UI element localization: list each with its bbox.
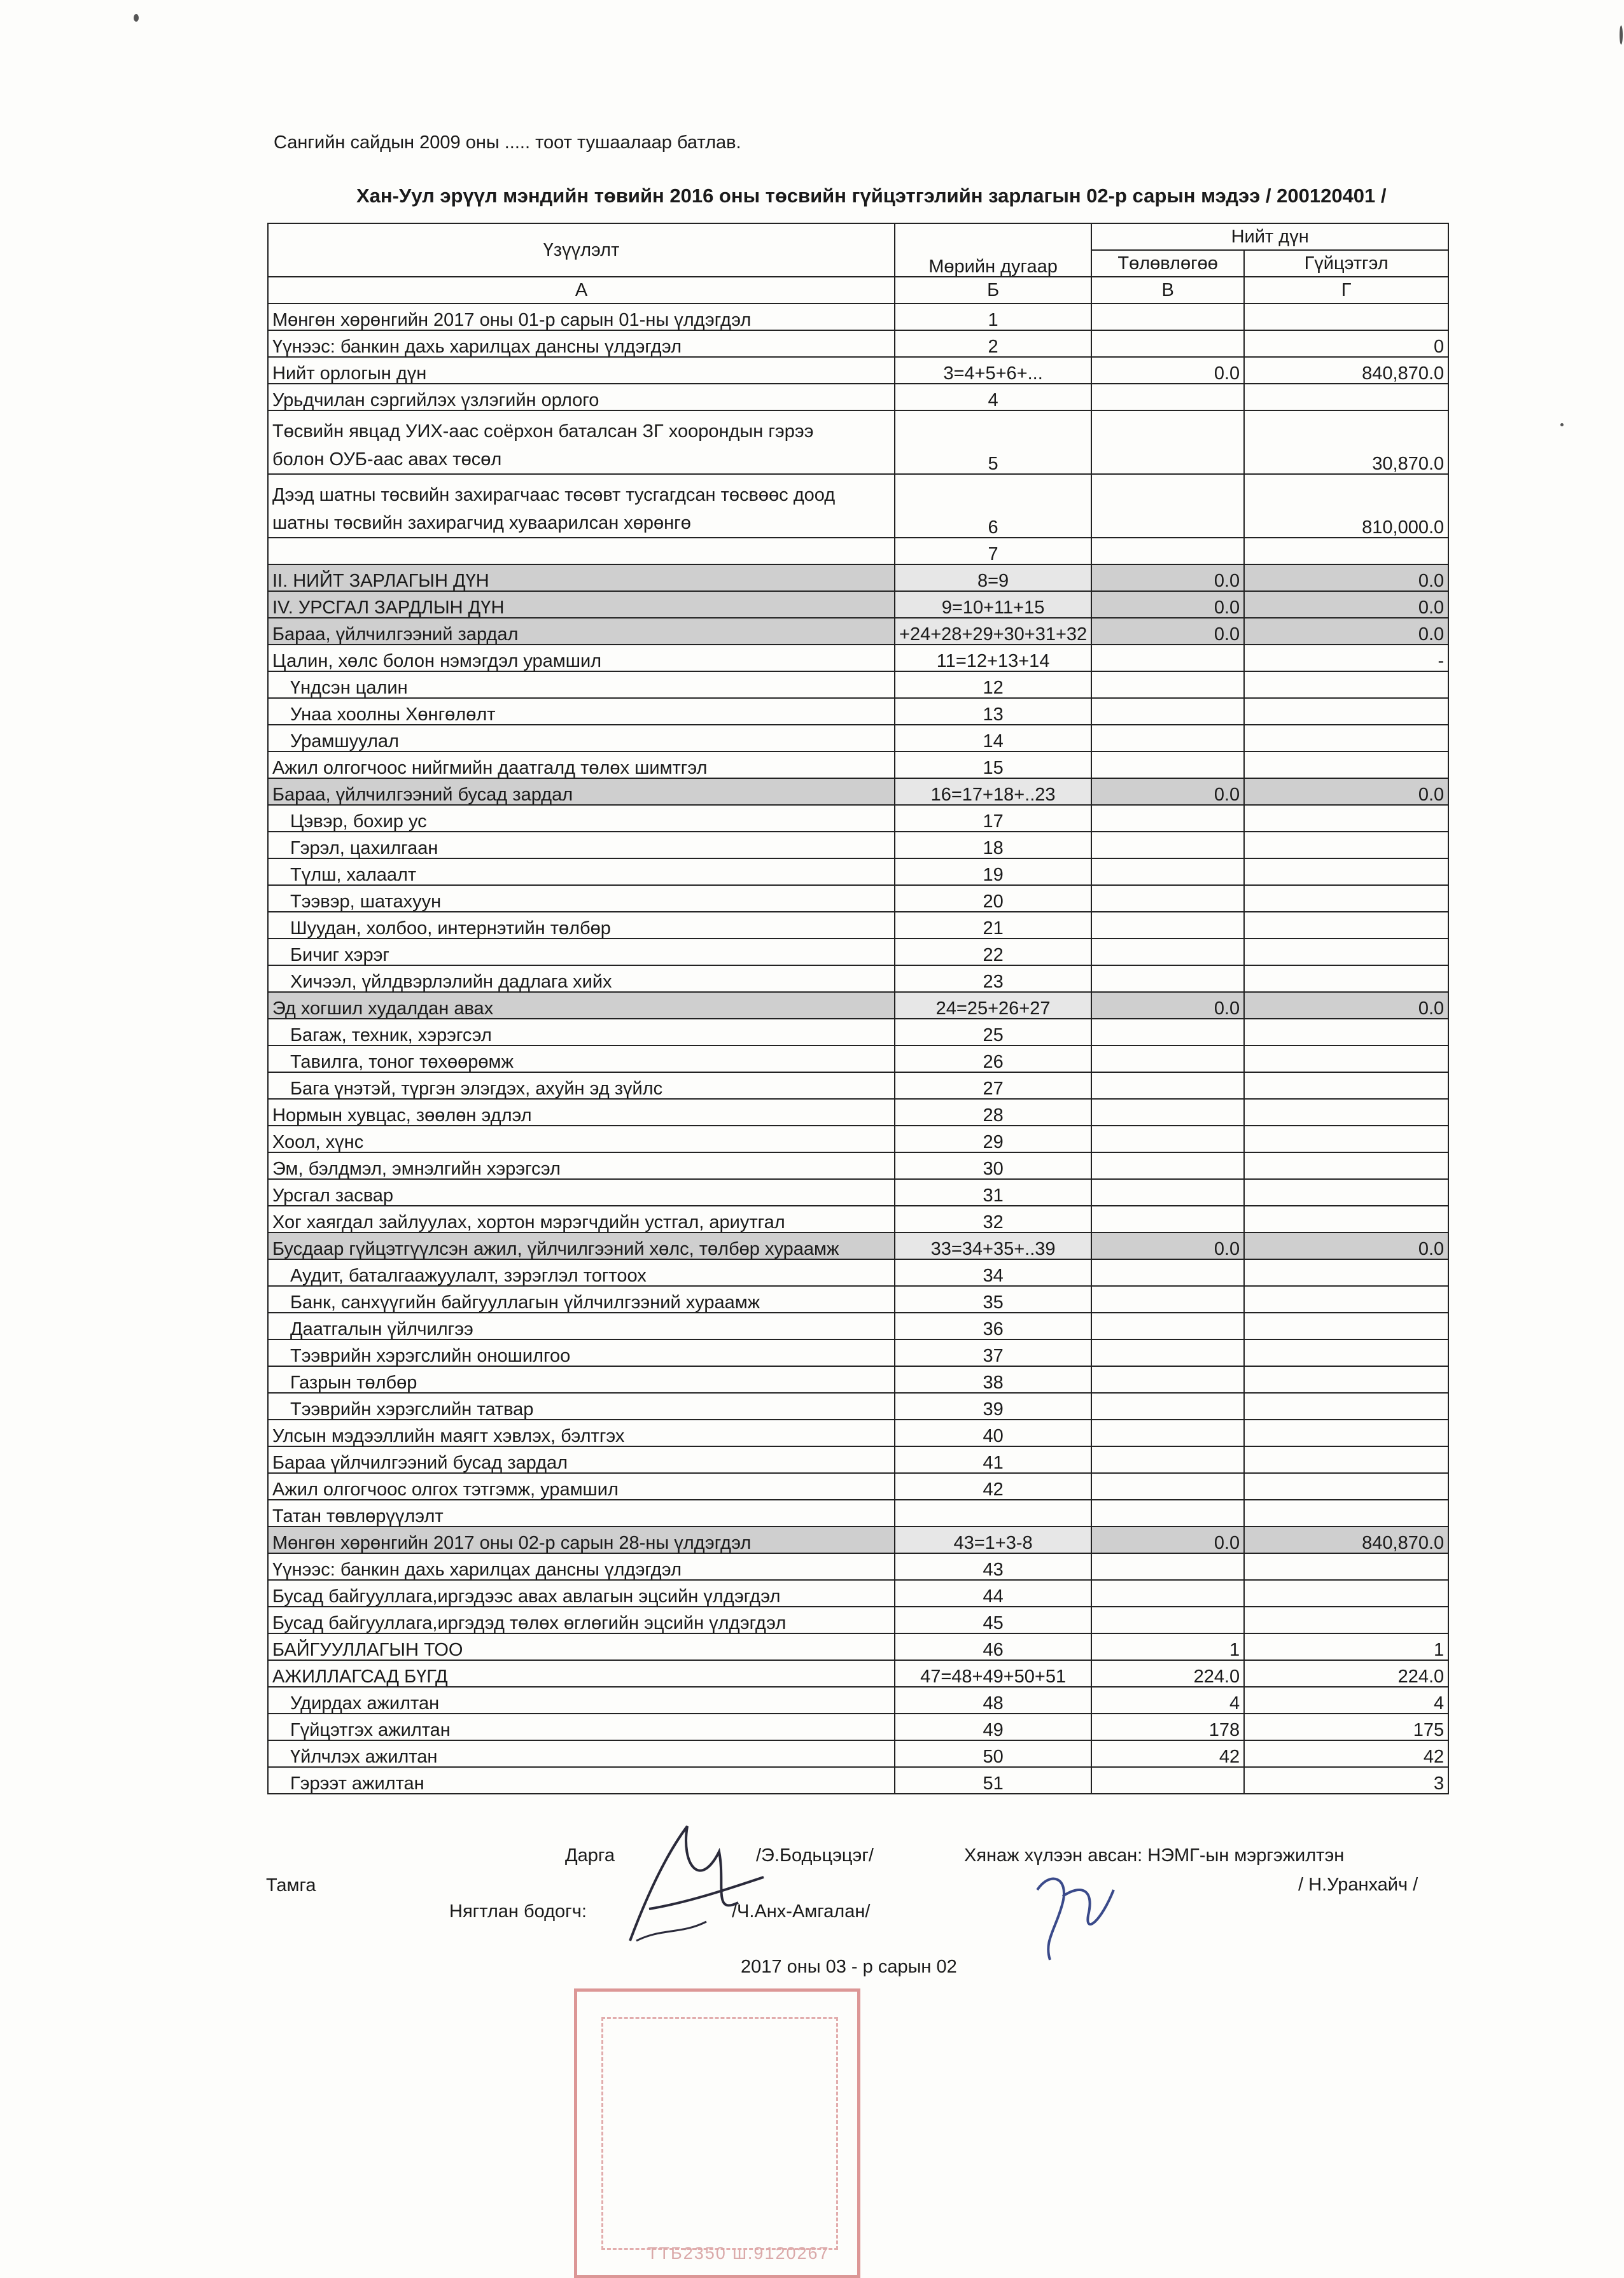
table-row [268,1286,1448,1313]
row-plan [1091,885,1244,912]
row-plan: 0.0 [1091,357,1244,384]
row-line-no: 45 [895,1607,1091,1633]
reviewer-name: / Н.Уранхайч / [1298,1875,1418,1895]
row-plan [1091,725,1244,751]
row-plan [1091,1366,1244,1393]
table-row [268,1179,1448,1206]
row-label: Гэрэл, цахилгаан [268,832,895,858]
row-plan [1091,912,1244,939]
row-line-no: 11=12+13+14 [895,645,1091,671]
row-plan [1091,1393,1244,1420]
row-line-no: 36 [895,1313,1091,1339]
row-label: Бараа, үйлчилгээний бусад зардал [268,778,895,805]
row-line-no: 44 [895,1580,1091,1607]
row-plan [1091,1767,1244,1794]
header-col-v: В [1091,277,1244,304]
row-line-no: 6 [895,474,1091,538]
row-actual [1244,751,1448,778]
header-line-no: Мөрийн дугаар [895,223,1091,277]
table-row [268,1259,1448,1286]
table-row [268,410,1448,474]
table-row [268,304,1448,330]
row-label: Гэрээт ажилтан [268,1767,895,1794]
row-plan [1091,858,1244,885]
row-plan [1091,698,1244,725]
row-plan [1091,805,1244,832]
row-actual [1244,858,1448,885]
row-plan [1091,1339,1244,1366]
row-label: Татан төвлөрүүлэлт [268,1500,895,1527]
stamp-label: Тамга [266,1875,316,1896]
row-label: Улсын мэдээллийн маягт хэвлэх, бэлтгэх [268,1420,895,1446]
table-row [268,1500,1448,1527]
table-row [268,1580,1448,1607]
row-label: Урсгал засвар [268,1179,895,1206]
stamp-text: ТТБ2350 ш.9120267 [647,2244,830,2263]
row-actual [1244,1366,1448,1393]
table-row [268,1633,1448,1660]
row-plan [1091,965,1244,992]
row-line-no: 41 [895,1446,1091,1473]
row-plan [1091,1313,1244,1339]
row-label: Урьдчилан сэргийлэх үзлэгийн орлого [268,384,895,410]
row-actual: 0.0 [1244,564,1448,591]
row-line-no: 24+28+29+30+31+32+ [895,618,1091,645]
row-label: Тээврийн хэрэгслийн татвар [268,1393,895,1420]
row-line-no: 37 [895,1339,1091,1366]
row-line-no: 20 [895,885,1091,912]
row-label: Бараа үйлчилгээний бусад зардал [268,1446,895,1473]
row-plan: 0.0 [1091,564,1244,591]
row-plan: 1 [1091,1633,1244,1660]
row-line-no: 22 [895,939,1091,965]
row-line-no: 3=4+5+6+... [895,357,1091,384]
row-plan [1091,1152,1244,1179]
row-actual [1244,538,1448,564]
row-plan [1091,1607,1244,1633]
row-line-no: 40 [895,1420,1091,1446]
accountant-name: /Ч.Анх-Амгалан/ [732,1901,871,1922]
row-label: Даатгалын үйлчилгээ [268,1313,895,1339]
row-actual [1244,1393,1448,1420]
row-actual [1244,1420,1448,1446]
table-row [268,357,1448,384]
table-row [268,591,1448,618]
row-plan [1091,384,1244,410]
row-label: Ажил олгогчоос олгох тэтгэмж, урамшил [268,1473,895,1500]
row-actual: 840,870.0 [1244,357,1448,384]
row-line-no: 2 [895,330,1091,357]
row-label: Ажил олгогчоос нийгмийн даатгалд төлөх шимтгэл [268,751,895,778]
table-row [268,1473,1448,1500]
row-line-no: 30 [895,1152,1091,1179]
row-line-no: 39 [895,1393,1091,1420]
row-plan [1091,410,1244,474]
row-plan [1091,1179,1244,1206]
table-row [268,384,1448,410]
row-plan: 0.0 [1091,778,1244,805]
header-col-b: Б [895,277,1091,304]
row-line-no: 18 [895,832,1091,858]
row-line-no: 25 [895,1019,1091,1045]
row-label-line: Дээд шатны төсвийн захирагчаас төсөвт тусгагдсан төсвөөс доод [272,485,836,505]
row-actual [1244,1473,1448,1500]
header-total: Нийт дүн [1091,223,1448,250]
row-label-line: Төсвийн явцад УИХ-аас соёрхон баталсан ЗГ хоорондын гэрээ [272,421,814,442]
row-label: Газрын төлбөр [268,1366,895,1393]
row-label: Бусдаар гүйцэтгүүлсэн ажил, үйлчилгээний хөлс, төлбөр хураамж [268,1233,895,1259]
table-row [268,805,1448,832]
row-line-no: 38 [895,1366,1091,1393]
table-row [268,1446,1448,1473]
reviewer-signature [1025,1864,1126,1973]
row-plan: 42 [1091,1740,1244,1767]
row-actual [1244,1339,1448,1366]
row-plan [1091,1500,1244,1527]
row-line-no: 13 [895,698,1091,725]
row-plan: 4 [1091,1687,1244,1714]
row-label: Мөнгөн хөрөнгийн 2017 оны 02-р сарын 28-ны үлдэгдэл [268,1527,895,1553]
row-line-no: 12 [895,671,1091,698]
row-line-no: 43 [895,1553,1091,1580]
row-label: Хоол, хүнс [268,1126,895,1152]
row-plan [1091,1286,1244,1313]
row-actual: 1 [1244,1633,1448,1660]
row-line-no: 32 [895,1206,1091,1233]
row-actual: 840,870.0 [1244,1527,1448,1553]
table-row [268,939,1448,965]
row-actual [1244,698,1448,725]
row-line-no: 17 [895,805,1091,832]
director-name: /Э.Бодьцэцэг/ [756,1845,874,1866]
row-actual [1244,939,1448,965]
row-line-no: 43=1+3-8 [895,1527,1091,1553]
table-row [268,1366,1448,1393]
row-line-no [895,1500,1091,1527]
row-label: Бичиг хэрэг [268,939,895,965]
row-label: Тээврийн хэрэгслийн оношилгоо [268,1339,895,1366]
row-actual [1244,1019,1448,1045]
table-row [268,1740,1448,1767]
table-row [268,1393,1448,1420]
row-label: Урамшуулал [268,725,895,751]
row-line-no: 19 [895,858,1091,885]
report-date: 2017 оны 03 - р сарын 02 [741,1957,957,1977]
table-row [268,330,1448,357]
row-label: Үндсэн цалин [268,671,895,698]
row-plan: 0.0 [1091,992,1244,1019]
row-actual [1244,1259,1448,1286]
row-label [268,410,895,474]
row-label: Бусад байгууллага,иргэдээс авах авлагын эцсийн үлдэгдэл [268,1580,895,1607]
table-row [268,645,1448,671]
row-label: Удирдах ажилтан [268,1687,895,1714]
row-actual [1244,1313,1448,1339]
row-plan [1091,1259,1244,1286]
row-plan [1091,1045,1244,1072]
row-actual [1244,1072,1448,1099]
row-label-line: шатны төсвийн захирагчид хуваарилсан хөрөнгө [272,512,691,533]
row-plan [1091,1473,1244,1500]
row-plan [1091,1446,1244,1473]
row-plan [1091,832,1244,858]
row-line-no: 49 [895,1714,1091,1740]
row-actual: 175 [1244,1714,1448,1740]
row-label: Цалин, хөлс болон нэмэгдэл урамшил [268,645,895,671]
row-plan [1091,538,1244,564]
row-label: Үүнээс: банкин дахь харилцах дансны үлдэгдэл [268,1553,895,1580]
row-label: Эм, бэлдмэл, эмнэлгийн хэрэгсэл [268,1152,895,1179]
row-line-no: 51 [895,1767,1091,1794]
reviewer-title: Хянаж хүлээн авсан: НЭМГ-ын мэргэжилтэн [964,1845,1345,1866]
row-line-no: 50 [895,1740,1091,1767]
row-plan [1091,1580,1244,1607]
row-line-no: 31 [895,1179,1091,1206]
row-label: Хог хаягдал зайлуулах, хортон мэрэгчдийн устгал, ариутгал [268,1206,895,1233]
table-row [268,1206,1448,1233]
table-row [268,1714,1448,1740]
row-line-no: 48 [895,1687,1091,1714]
row-plan [1091,645,1244,671]
table-row [268,1233,1448,1259]
row-line-no: 5 [895,410,1091,474]
row-line-no: 42 [895,1473,1091,1500]
row-actual [1244,1206,1448,1233]
row-actual [1244,885,1448,912]
table-row [268,1420,1448,1446]
row-line-no: 1 [895,304,1091,330]
row-line-no: 28 [895,1099,1091,1126]
row-actual [1244,1500,1448,1527]
row-label: Банк, санхүүгийн байгууллагын үйлчилгээний хураамж [268,1286,895,1313]
row-label: Нормын хувцас, зөөлөн эдлэл [268,1099,895,1126]
row-actual [1244,1446,1448,1473]
row-actual: 3 [1244,1767,1448,1794]
row-plan: 224.0 [1091,1660,1244,1687]
row-label: Бага үнэтэй, түргэн элэгдэх, ахуйн эд зүйлс [268,1072,895,1099]
scan-mark [1620,25,1623,45]
table-row [268,1339,1448,1366]
row-label: Цэвэр, бохир ус [268,805,895,832]
row-actual: 0 [1244,330,1448,357]
row-actual [1244,912,1448,939]
row-label: Түлш, халаалт [268,858,895,885]
table-row [268,1152,1448,1179]
row-line-no: 24=25+26+27 [895,992,1091,1019]
table-row [268,538,1448,564]
row-label: Хичээл, үйлдвэрлэлийн дадлага хийх [268,965,895,992]
stamp-inner-border [601,2017,838,2250]
accountant-title: Нягтлан бодогч: [449,1901,587,1922]
row-plan [1091,304,1244,330]
report-title: Хан-Уул эрүүл мэндийн төвийн 2016 оны төсвийн гүйцэтгэлийн зарлагын 02-р сарын мэдээ / 200120401 / [356,185,1387,207]
row-line-no: 23 [895,965,1091,992]
row-plan [1091,1019,1244,1045]
row-plan [1091,1420,1244,1446]
director-title: Дарга [565,1845,615,1866]
row-plan [1091,671,1244,698]
row-plan [1091,1126,1244,1152]
row-actual: 0.0 [1244,591,1448,618]
row-label: Мөнгөн хөрөнгийн 2017 оны 01-р сарын 01-ны үлдэгдэл [268,304,895,330]
table-row [268,858,1448,885]
table-row [268,992,1448,1019]
table-row [268,1553,1448,1580]
table-row [268,965,1448,992]
row-actual [1244,1179,1448,1206]
table-row [268,671,1448,698]
row-actual [1244,1553,1448,1580]
row-actual: 0.0 [1244,618,1448,645]
row-plan [1091,1072,1244,1099]
row-label: Эд хогшил худалдан авах [268,992,895,1019]
table-row [268,725,1448,751]
row-line-no: 27 [895,1072,1091,1099]
row-actual: 0.0 [1244,992,1448,1019]
row-line-no: 16=17+18+..23 [895,778,1091,805]
row-label: IV. УРСГАЛ ЗАРДЛЫН ДҮН [268,591,895,618]
table-row [268,1099,1448,1126]
row-line-no: 4 [895,384,1091,410]
row-actual [1244,1286,1448,1313]
director-signature [611,1813,776,1960]
header-indicator: Үзүүлэлт [268,223,895,277]
row-actual: 0.0 [1244,778,1448,805]
row-label: Тавилга, тоног төхөөрөмж [268,1045,895,1072]
row-label: Гүйцэтгэх ажилтан [268,1714,895,1740]
row-plan: 178 [1091,1714,1244,1740]
row-label: Шуудан, холбоо, интернэтийн төлбөр [268,912,895,939]
row-line-no: 35 [895,1286,1091,1313]
row-label: II. НИЙТ ЗАРЛАГЫН ДҮН [268,564,895,591]
table-row [268,885,1448,912]
row-label: АЖИЛЛАГСАД БҮГД [268,1660,895,1687]
row-actual: 42 [1244,1740,1448,1767]
header-plan: Төлөвлөгөө [1091,250,1244,277]
header-actual: Гүйцэтгэл [1244,250,1448,277]
report-table [267,223,1449,1794]
row-label: Аудит, баталгаажуулалт, зэрэглэл тогтоох [268,1259,895,1286]
row-actual [1244,1126,1448,1152]
row-plan: 0.0 [1091,618,1244,645]
row-actual [1244,1607,1448,1633]
row-actual: 4 [1244,1687,1448,1714]
row-plan: 0.0 [1091,1527,1244,1553]
row-label: Нийт орлогын дүн [268,357,895,384]
table-row [268,751,1448,778]
row-actual [1244,1045,1448,1072]
row-line-no: 15 [895,751,1091,778]
scan-mark [1560,423,1564,426]
row-plan [1091,939,1244,965]
row-line-no: 47=48+49+50+51 [895,1660,1091,1687]
row-plan [1091,474,1244,538]
row-actual: 224.0 [1244,1660,1448,1687]
row-actual [1244,1152,1448,1179]
row-actual [1244,1580,1448,1607]
row-actual [1244,805,1448,832]
row-line-no: 21 [895,912,1091,939]
row-plan [1091,1553,1244,1580]
row-actual [1244,832,1448,858]
row-plan: 0.0 [1091,1233,1244,1259]
table-row [268,1313,1448,1339]
row-label: Унаа хоолны Хөнгөлөлт [268,698,895,725]
table-row [268,564,1448,591]
table-row [268,1527,1448,1553]
table-row [268,618,1448,645]
approval-note: Сангийн сайдын 2009 оны ..... тоот тушаалаар батлав. [274,132,741,153]
row-actual [1244,671,1448,698]
row-label: Тээвэр, шатахуун [268,885,895,912]
table-row [268,1126,1448,1152]
row-actual [1244,965,1448,992]
table-row [268,1660,1448,1687]
table-row [268,1767,1448,1794]
header-col-a: А [268,277,895,304]
row-plan [1091,1206,1244,1233]
row-actual: 810,000.0 [1244,474,1448,538]
row-label: Үйлчлэх ажилтан [268,1740,895,1767]
row-line-no: 46 [895,1633,1091,1660]
row-line-no: 7 [895,538,1091,564]
row-line-no: 29 [895,1126,1091,1152]
row-line-no: 8=9 [895,564,1091,591]
table-row [268,912,1448,939]
table-row [268,1045,1448,1072]
header-col-g: Г [1244,277,1448,304]
row-line-no: 34 [895,1259,1091,1286]
row-actual: - [1244,645,1448,671]
row-actual [1244,1099,1448,1126]
row-line-no: 26 [895,1045,1091,1072]
row-actual: 30,870.0 [1244,410,1448,474]
scan-mark [134,14,139,22]
row-label: БАЙГУУЛЛАГЫН ТОО [268,1633,895,1660]
row-plan [1091,1099,1244,1126]
table-row [268,1072,1448,1099]
table-row [268,474,1448,538]
report-body [268,304,1448,1794]
table-row [268,698,1448,725]
row-label: Бусад байгууллага,иргэдэд төлөх өглөгийн эцсийн үлдэгдэл [268,1607,895,1633]
row-label [268,474,895,538]
row-line-no: 33=34+35+..39 [895,1233,1091,1259]
row-label: Бараа, үйлчилгээний зардал [268,618,895,645]
row-label [268,538,895,564]
table-row [268,1019,1448,1045]
table-row [268,1607,1448,1633]
row-label-line: болон ОУБ-аас авах төсөл [272,449,502,470]
table-row [268,832,1448,858]
table-row [268,1687,1448,1714]
row-plan [1091,751,1244,778]
row-label: Багаж, техник, хэрэгсэл [268,1019,895,1045]
row-plan [1091,330,1244,357]
row-line-no: 14 [895,725,1091,751]
table-row [268,778,1448,805]
official-stamp [574,1988,860,2278]
row-actual: 0.0 [1244,1233,1448,1259]
row-actual [1244,304,1448,330]
row-label: Үүнээс: банкин дахь харилцах дансны үлдэгдэл [268,330,895,357]
row-line-no: 9=10+11+15 [895,591,1091,618]
row-plan: 0.0 [1091,591,1244,618]
row-actual [1244,384,1448,410]
row-actual [1244,725,1448,751]
